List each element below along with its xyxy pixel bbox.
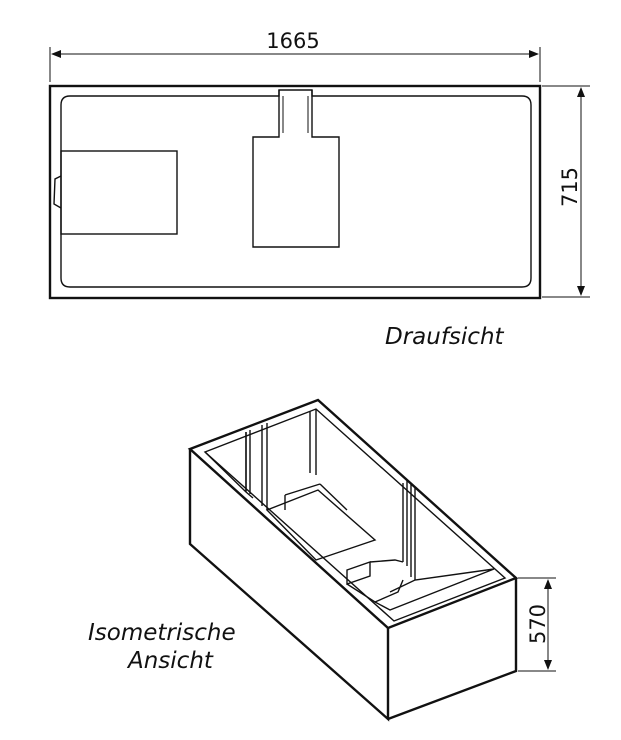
length-dimension-label: 1665 bbox=[266, 29, 320, 53]
width-dimension bbox=[542, 86, 590, 297]
width-dimension-label: 715 bbox=[558, 166, 582, 208]
tub-inner-basin bbox=[61, 90, 531, 287]
iso-tub-floor bbox=[267, 490, 375, 560]
overflow-bump bbox=[54, 176, 61, 208]
center-backrest bbox=[253, 90, 339, 247]
iso-caption-line2: Ansicht bbox=[128, 648, 213, 674]
tub-outer-rim bbox=[50, 86, 540, 298]
top-view bbox=[50, 29, 590, 350]
iso-view bbox=[88, 400, 556, 719]
top-view-caption: Draufsicht bbox=[385, 324, 504, 350]
iso-back-wall-edge bbox=[310, 409, 316, 475]
length-dimension bbox=[50, 29, 540, 82]
iso-right-step bbox=[347, 560, 403, 602]
iso-caption-line1: Isometrische bbox=[88, 620, 236, 646]
iso-outer-box bbox=[190, 400, 516, 628]
height-dimension-label: 570 bbox=[526, 603, 550, 645]
backrest-neck-inner bbox=[283, 96, 308, 133]
iso-left-backrest bbox=[246, 423, 267, 510]
left-seat-block bbox=[61, 151, 177, 234]
iso-front-face bbox=[190, 449, 388, 719]
iso-seat-step bbox=[285, 484, 347, 510]
height-dimension bbox=[518, 578, 556, 671]
